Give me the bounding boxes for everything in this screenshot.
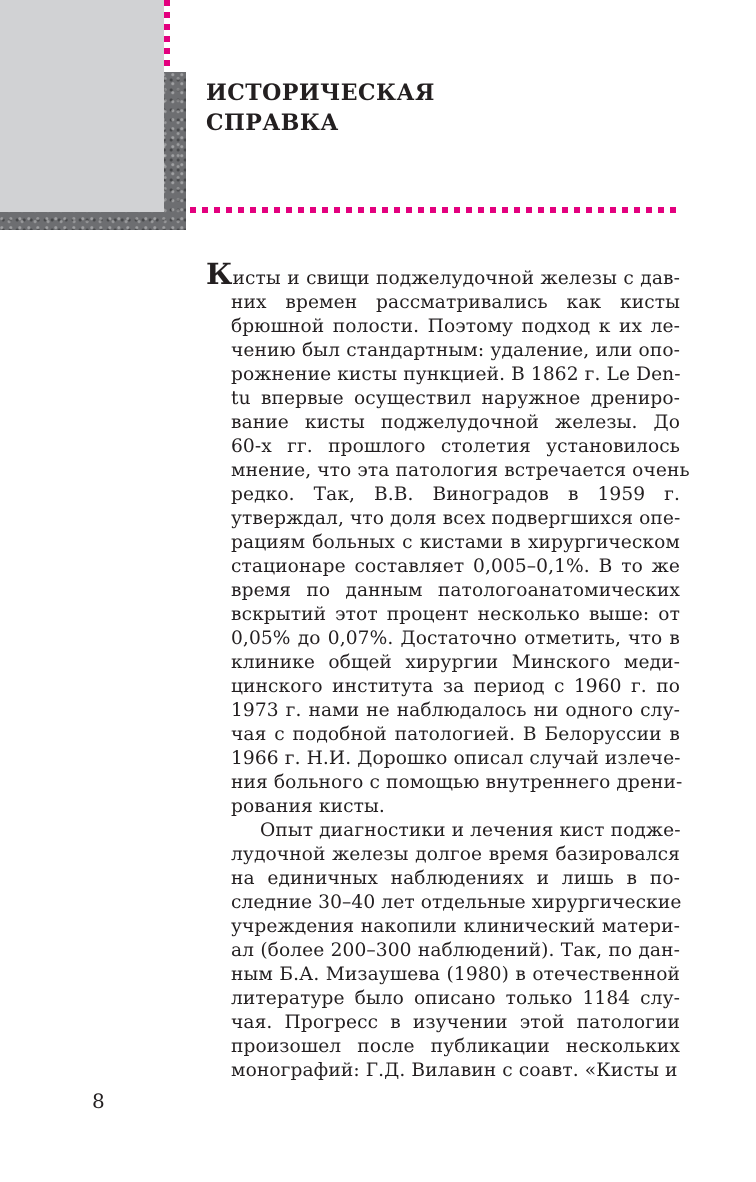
text-line <box>206 257 680 291</box>
text-line: ния больного с помощью внутреннего дрени- <box>231 772 683 793</box>
text-line: 1966 г. Н.И. Дорошко описал случай излече- <box>231 748 681 769</box>
text-line: учреждения накопили клинический матери- <box>231 916 680 937</box>
text-line: лудочной железы долгое время базировался <box>231 844 680 865</box>
text-line: произошел после публикации нескольких <box>231 1036 680 1057</box>
decorative-gray-panel <box>0 0 164 212</box>
text-line: рования кисты. <box>231 796 385 817</box>
text-line: литературе было описано только 1184 слу- <box>231 988 680 1009</box>
text-line: ным Б.А. Мизаушева (1980) в отечественной <box>231 964 680 985</box>
text-line: цинского института за период с 1960 г. по <box>231 676 680 697</box>
text-line: 0,05% до 0,07%. Достаточно отметить, что в <box>231 628 680 649</box>
body-text <box>206 257 690 1083</box>
text-line-content: исты и свищи поджелудочной железы с дав- <box>232 268 680 289</box>
paragraph-1 <box>206 257 690 819</box>
text-line: чая. Прогресс в изучении этой патологии <box>231 1012 680 1033</box>
decorative-dotted-line-horizontal <box>190 207 680 213</box>
decorative-dotted-line-vertical <box>164 0 170 68</box>
text-line: вскрытий этот процент несколько выше: от <box>231 604 680 625</box>
section-title-line-1: ИСТОРИЧЕСКАЯ <box>206 80 435 106</box>
paragraph-2 <box>206 819 680 1083</box>
text-line: время по данным патологоанатомических <box>231 580 680 601</box>
text-line: брюшной полости. Поэтому подход к их ле- <box>231 316 680 337</box>
text-line: на единичных наблюдениях и лишь в по- <box>231 868 680 889</box>
text-line: вание кисты поджелудочной железы. До <box>231 412 680 433</box>
section-title <box>206 78 435 138</box>
text-line: рациям больных с кистами в хирургическом <box>231 532 680 553</box>
text-line: стационаре составляет 0,005–0,1%. В то же <box>231 556 680 577</box>
text-line: редко. Так, В.В. Виноградов в 1959 г. <box>231 484 680 505</box>
text-line: рожнение кисты пункцией. В 1862 г. Le Den- <box>231 364 681 385</box>
text-line: мнение, что эта патология встречается очень <box>231 460 690 481</box>
text-line: монографий: Г.Д. Вилавин с соавт. «Кисты и <box>231 1060 678 1081</box>
text-line: ал (более 200–300 наблюдений). Так, по дан- <box>231 940 680 961</box>
page-number: 8 <box>92 1089 105 1113</box>
text-line: утверждал, что доля всех подвергшихся опе- <box>231 508 681 529</box>
drop-cap: К <box>206 257 233 291</box>
text-line: них времен рассматривались как кисты <box>231 292 680 313</box>
text-line: 60-х гг. прошлого столетия установилось <box>231 436 680 457</box>
text-line: чению был стандартным: удаление, или опо- <box>231 340 680 361</box>
text-line: Опыт диагностики и лечения кист подже- <box>260 820 681 841</box>
text-line: tu впервые осуществил наружное дрениро- <box>231 388 680 409</box>
text-line: следние 30–40 лет отдельные хирургические <box>231 892 682 913</box>
text-line: 1973 г. нами не наблюдалось ни одного слу- <box>231 700 680 721</box>
text-line: чая с подобной патологией. В Белоруссии в <box>231 724 680 745</box>
section-title-line-2: СПРАВКА <box>206 110 339 136</box>
text-line: клинике общей хирургии Минского меди- <box>231 652 680 673</box>
